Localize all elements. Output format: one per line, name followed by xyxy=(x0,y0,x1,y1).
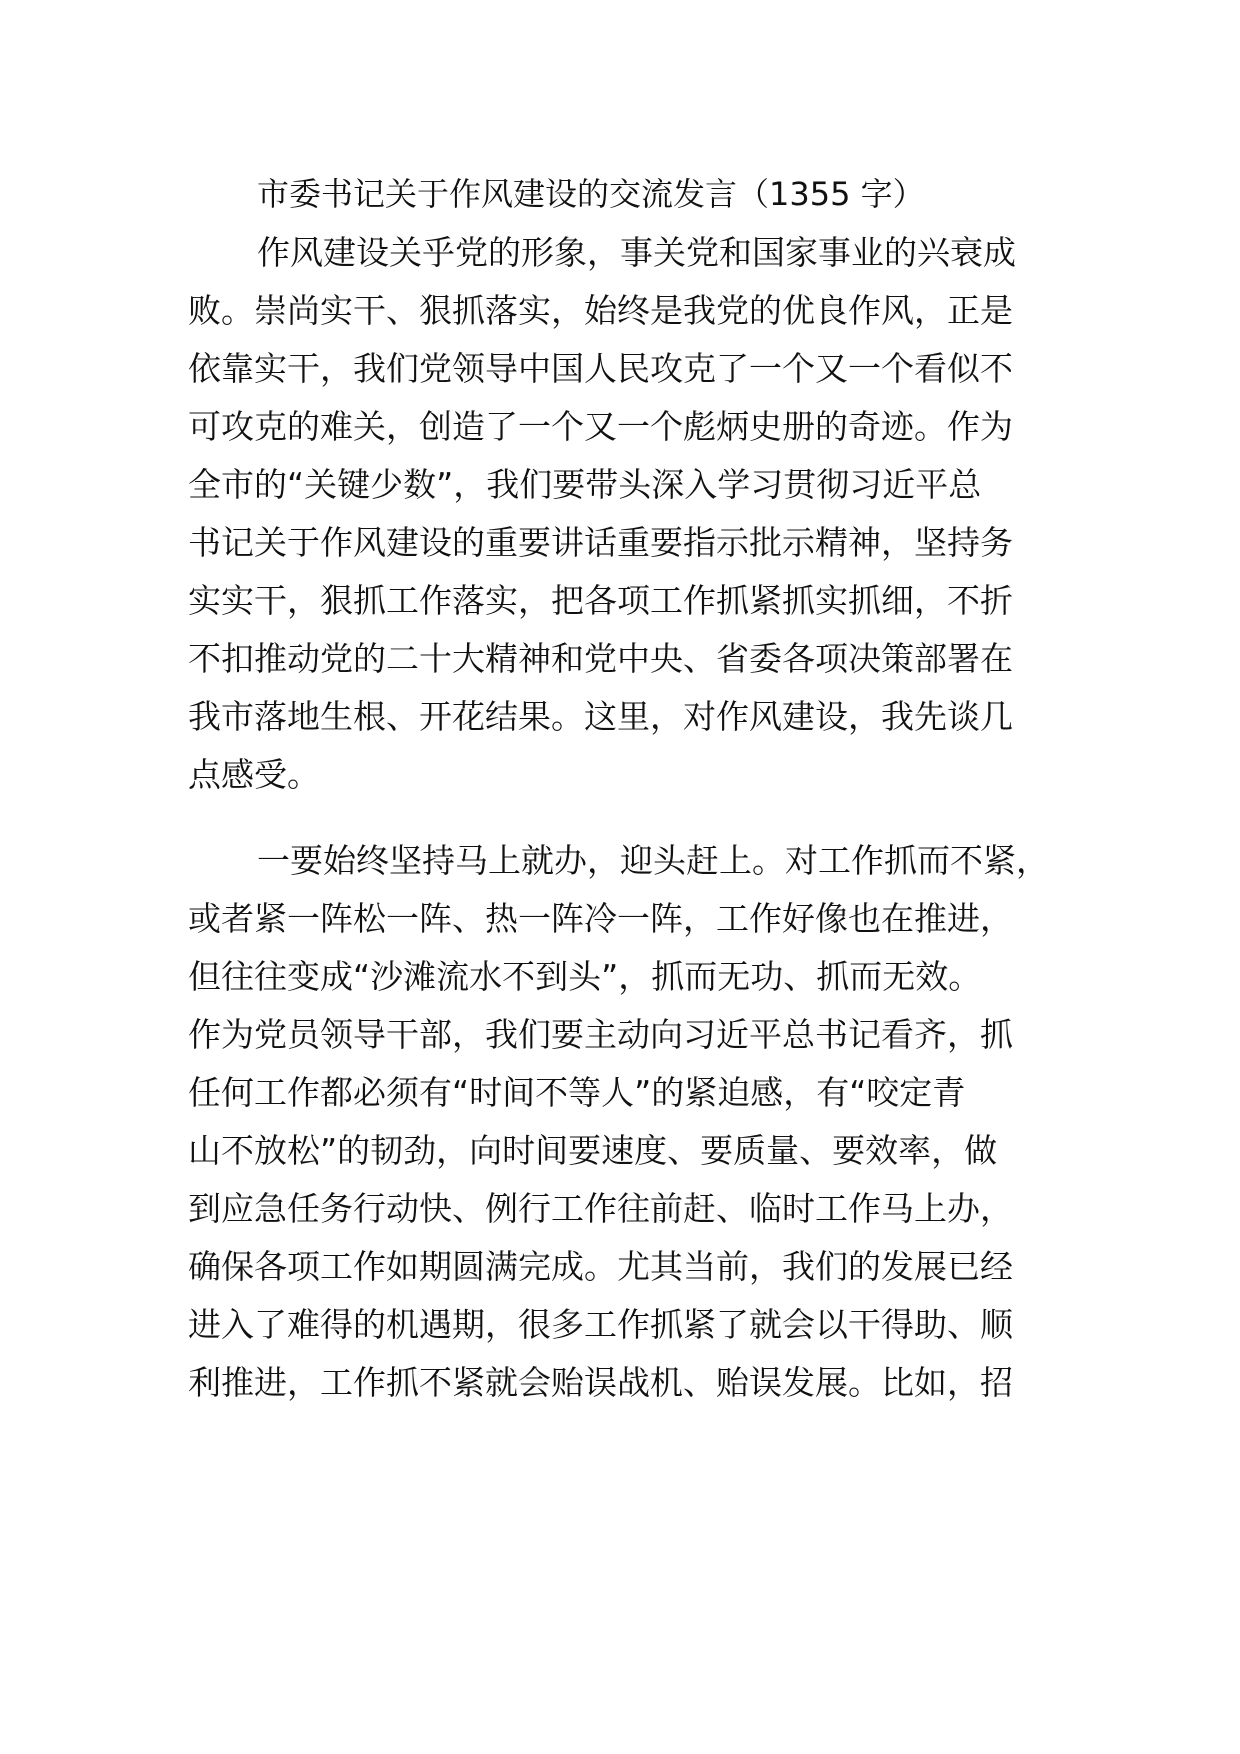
paragraph-1-line-8: 不扣推动党的二十大精神和党中央、省委各项决策部署在 xyxy=(188,639,1013,678)
paragraph-1-line-9: 我市落地生根、开花结果。这里，对作风建设，我先谈几 xyxy=(188,697,1013,736)
paragraph-1-line-4: 可攻克的难关，创造了一个又一个彪炳史册的奇迹。作为 xyxy=(188,407,1013,446)
paragraph-2-line-4: 作为党员领导干部，我们要主动向习近平总书记看齐，抓 xyxy=(188,1015,1013,1054)
paragraph-2-line-3: 但往往变成“沙滩流水不到头”，抓而无功、抓而无效。 xyxy=(188,957,982,996)
paragraph-1-line-5: 全市的“关键少数”，我们要带头深入学习贯彻习近平总 xyxy=(188,465,982,504)
paragraph-2-line-9: 进入了难得的机遇期，很多工作抓紧了就会以干得助、顺 xyxy=(188,1305,1013,1344)
paragraph-2-line-6: 山不放松”的韧劲，向时间要速度、要质量、要效率，做 xyxy=(188,1131,998,1170)
paragraph-2-line-5: 任何工作都必须有“时间不等人”的紧迫感，有“咬定青 xyxy=(188,1073,966,1112)
paragraph-1-line-10: 点感受。 xyxy=(188,755,320,794)
paragraph-1-line-6: 书记关于作风建设的重要讲话重要指示批示精神，坚持务 xyxy=(188,523,1013,562)
document-title: 市委书记关于作风建设的交流发言（1355 字） xyxy=(257,175,925,213)
paragraph-2-line-7: 到应急任务行动快、例行工作往前赶、临时工作马上办， xyxy=(188,1189,1013,1228)
paragraph-1-line-7: 实实干，狠抓工作落实，把各项工作抓紧抓实抓细，不折 xyxy=(188,581,1013,620)
paragraph-1-line-3: 依靠实干，我们党领导中国人民攻克了一个又一个看似不 xyxy=(188,349,1013,388)
paragraph-1-line-2: 败。崇尚实干、狠抓落实，始终是我党的优良作风，正是 xyxy=(188,291,1013,330)
paragraph-2-line-1: 一要始终坚持马上就办，迎头赶上。对工作抓而不紧， xyxy=(257,841,1049,880)
paragraph-2-line-10: 利推进，工作抓不紧就会贻误战机、贻误发展。比如，招 xyxy=(188,1363,1013,1402)
paragraph-2-line-2: 或者紧一阵松一阵、热一阵冷一阵，工作好像也在推进， xyxy=(188,899,1013,938)
paragraph-2-line-8: 确保各项工作如期圆满完成。尤其当前，我们的发展已经 xyxy=(188,1247,1013,1286)
paragraph-1-line-1: 作风建设关乎党的形象，事关党和国家事业的兴衰成 xyxy=(257,233,1016,272)
